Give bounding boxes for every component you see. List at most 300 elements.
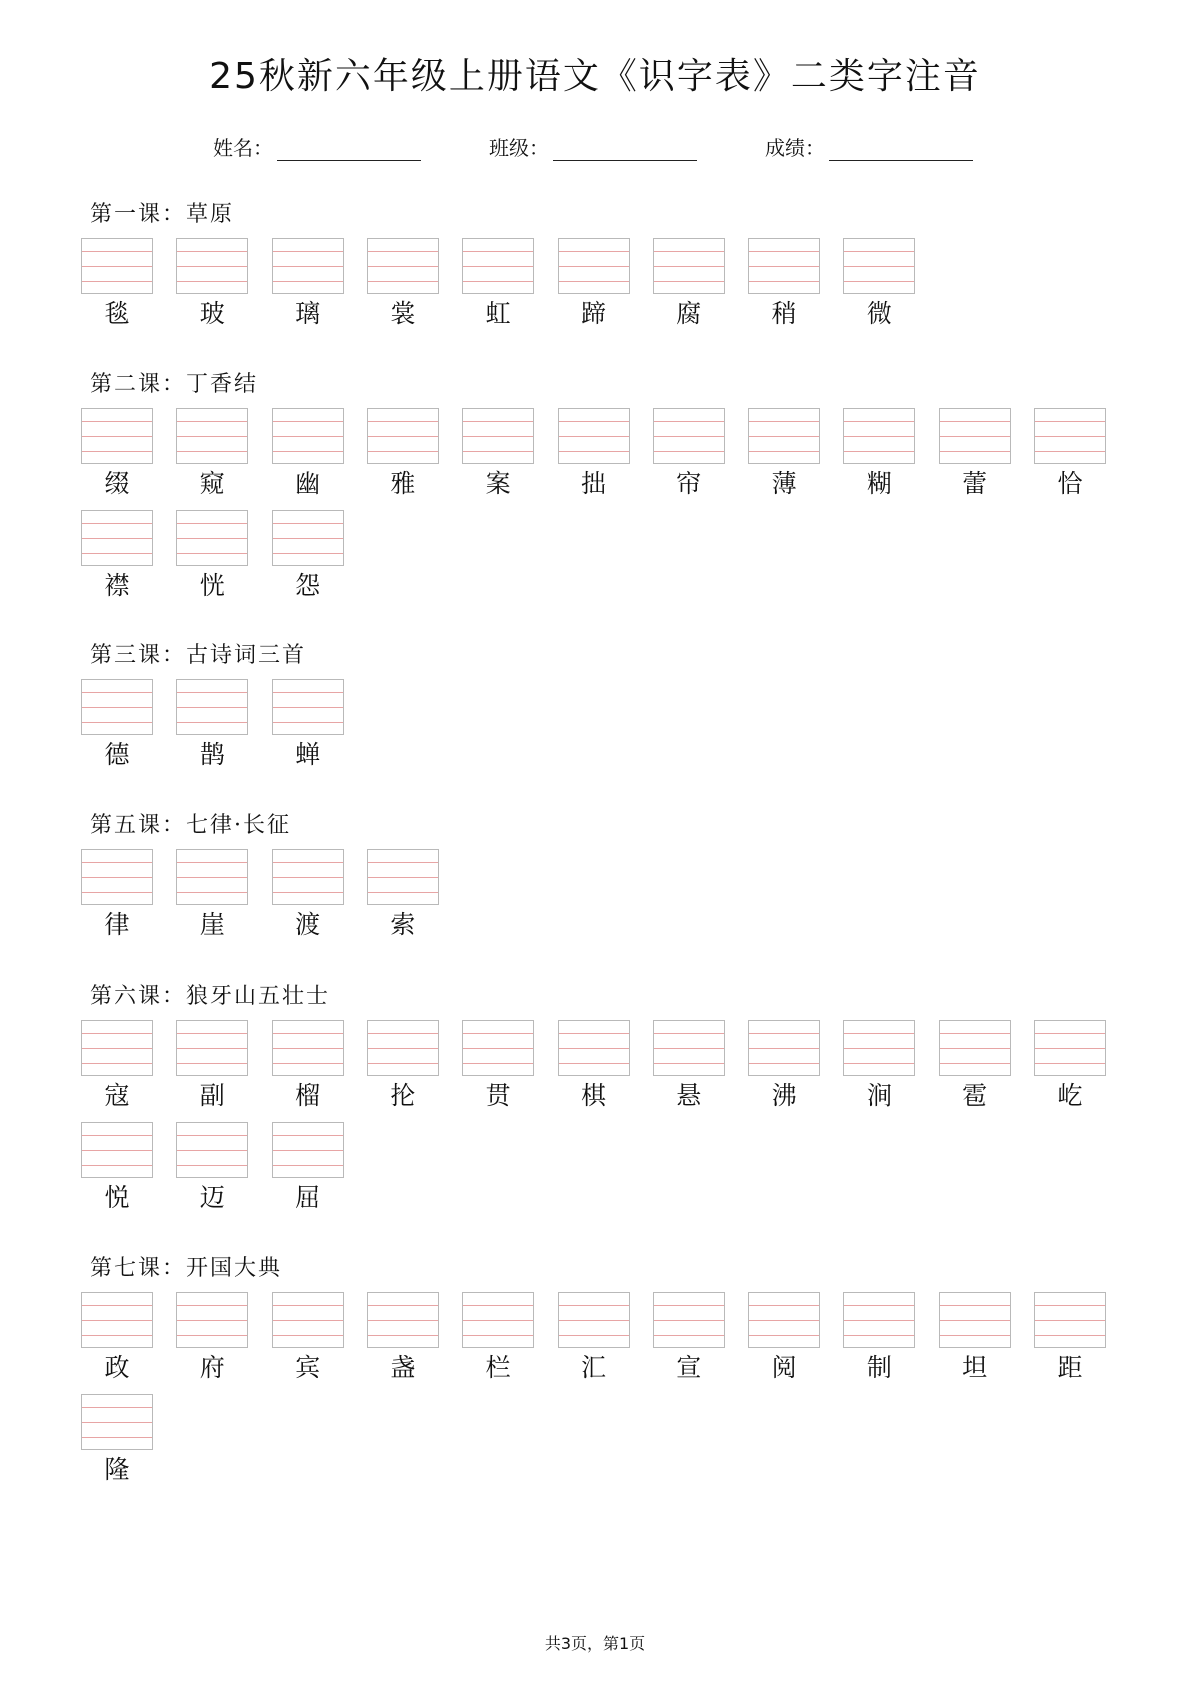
pinyin-guide-line: [82, 553, 152, 554]
pinyin-guide-line: [844, 436, 914, 437]
hanzi-character: 案: [485, 469, 511, 498]
pinyin-guide-line: [82, 281, 152, 282]
char-cell: [81, 408, 155, 508]
pinyin-writing-box[interactable]: [81, 1020, 153, 1076]
pinyin-guide-line: [177, 877, 247, 878]
pinyin-guide-line: [177, 251, 247, 252]
pinyin-guide-line: [1035, 1320, 1105, 1321]
pinyin-guide-line: [749, 266, 819, 267]
pinyin-guide-line: [177, 722, 247, 723]
char-cell: [748, 1292, 822, 1392]
pinyin-guide-line: [844, 251, 914, 252]
pinyin-guide-line: [177, 553, 247, 554]
pinyin-guide-line: [559, 1048, 629, 1049]
pinyin-guide-line: [177, 436, 247, 437]
pinyin-guide-line: [177, 1150, 247, 1151]
pinyin-guide-line: [463, 281, 533, 282]
pinyin-guide-line: [844, 281, 914, 282]
hanzi-character: 盏: [390, 1353, 416, 1382]
char-cell: [272, 1020, 346, 1120]
pinyin-guide-line: [82, 266, 152, 267]
char-cell: [272, 1122, 346, 1222]
pinyin-writing-box[interactable]: [176, 510, 248, 566]
pinyin-guide-line: [749, 1305, 819, 1306]
pinyin-guide-line: [749, 1335, 819, 1336]
pinyin-guide-line: [1035, 1033, 1105, 1034]
pinyin-guide-line: [654, 436, 724, 437]
pinyin-guide-line: [368, 1320, 438, 1321]
pinyin-writing-box[interactable]: [272, 1122, 344, 1178]
char-cell: [1034, 1020, 1108, 1120]
char-cell: [653, 238, 727, 338]
pinyin-writing-box[interactable]: [81, 679, 153, 735]
hanzi-character: 怨: [295, 571, 321, 600]
pinyin-guide-line: [844, 1048, 914, 1049]
pinyin-guide-line: [177, 1335, 247, 1336]
hanzi-character: 宣: [676, 1353, 702, 1382]
char-cell: [462, 1020, 536, 1120]
pinyin-guide-line: [368, 421, 438, 422]
pinyin-guide-line: [654, 1048, 724, 1049]
pinyin-guide-line: [368, 877, 438, 878]
score-field[interactable]: [765, 132, 973, 161]
pinyin-guide-line: [177, 421, 247, 422]
pinyin-guide-line: [82, 1320, 152, 1321]
pinyin-writing-box[interactable]: [81, 1394, 153, 1450]
pinyin-writing-box[interactable]: [558, 408, 630, 464]
pinyin-writing-box[interactable]: [939, 1020, 1011, 1076]
lesson-title: 第三课：古诗词三首: [90, 643, 307, 668]
pinyin-guide-line: [177, 1320, 247, 1321]
pinyin-writing-box[interactable]: [1034, 1292, 1106, 1348]
lesson-title: 第六课：狼牙山五壮士: [90, 984, 331, 1009]
pinyin-writing-box[interactable]: [748, 1020, 820, 1076]
pinyin-writing-box[interactable]: [176, 849, 248, 905]
pinyin-guide-line: [844, 1305, 914, 1306]
char-cell: [272, 679, 346, 779]
pinyin-guide-line: [273, 281, 343, 282]
pinyin-guide-line: [368, 451, 438, 452]
pinyin-guide-line: [273, 1135, 343, 1136]
pinyin-guide-line: [940, 1320, 1010, 1321]
pinyin-guide-line: [177, 892, 247, 893]
hanzi-character: 虹: [485, 299, 511, 328]
score-blank-line[interactable]: [829, 134, 973, 161]
pinyin-guide-line: [940, 1305, 1010, 1306]
pinyin-guide-line: [82, 692, 152, 693]
pinyin-writing-box[interactable]: [367, 408, 439, 464]
pinyin-guide-line: [559, 281, 629, 282]
pinyin-writing-box[interactable]: [843, 238, 915, 294]
pinyin-guide-line: [844, 1033, 914, 1034]
char-cell: [81, 1292, 155, 1392]
pinyin-writing-box[interactable]: [843, 1020, 915, 1076]
pinyin-guide-line: [82, 707, 152, 708]
pinyin-guide-line: [654, 1063, 724, 1064]
pinyin-writing-box[interactable]: [939, 1292, 1011, 1348]
hanzi-character: 毯: [104, 299, 130, 328]
pinyin-guide-line: [177, 1135, 247, 1136]
hanzi-character: 蕾: [962, 469, 988, 498]
pinyin-guide-line: [844, 1335, 914, 1336]
pinyin-writing-box[interactable]: [653, 1020, 725, 1076]
char-cell: [176, 1122, 250, 1222]
pinyin-guide-line: [463, 1320, 533, 1321]
pinyin-writing-box[interactable]: [367, 1020, 439, 1076]
hanzi-character: 榴: [295, 1081, 321, 1110]
pinyin-guide-line: [559, 1320, 629, 1321]
pinyin-guide-line: [749, 451, 819, 452]
pinyin-guide-line: [559, 1063, 629, 1064]
pinyin-guide-line: [368, 1033, 438, 1034]
pinyin-writing-box[interactable]: [81, 1122, 153, 1178]
char-cell: [1034, 408, 1108, 508]
hanzi-character: 政: [104, 1353, 130, 1382]
hanzi-character: 制: [866, 1353, 892, 1382]
pinyin-writing-box[interactable]: [272, 1020, 344, 1076]
pinyin-writing-box[interactable]: [653, 1292, 725, 1348]
hanzi-character: 索: [390, 910, 416, 939]
pinyin-guide-line: [940, 1033, 1010, 1034]
pinyin-writing-box[interactable]: [81, 238, 153, 294]
pinyin-guide-line: [559, 251, 629, 252]
pinyin-guide-line: [82, 1407, 152, 1408]
pinyin-guide-line: [749, 421, 819, 422]
char-cell: [176, 238, 250, 338]
char-cell: [558, 1020, 632, 1120]
lesson-title: 第二课：丁香结: [90, 372, 259, 397]
hanzi-character: 雹: [962, 1081, 988, 1110]
pinyin-guide-line: [654, 1320, 724, 1321]
pinyin-guide-line: [463, 1033, 533, 1034]
pinyin-writing-box[interactable]: [176, 1292, 248, 1348]
pinyin-guide-line: [82, 436, 152, 437]
char-cell: [462, 238, 536, 338]
pinyin-guide-line: [654, 451, 724, 452]
pinyin-guide-line: [559, 421, 629, 422]
hanzi-character: 崖: [199, 910, 225, 939]
hanzi-character: 稍: [771, 299, 797, 328]
pinyin-guide-line: [559, 1033, 629, 1034]
char-cell: [843, 1292, 917, 1392]
pinyin-guide-line: [749, 1320, 819, 1321]
pinyin-writing-box[interactable]: [748, 408, 820, 464]
hanzi-character: 帘: [676, 469, 702, 498]
pinyin-writing-box[interactable]: [462, 1020, 534, 1076]
pinyin-writing-box[interactable]: [1034, 1020, 1106, 1076]
pinyin-writing-box[interactable]: [558, 1020, 630, 1076]
class-label: 班级：: [489, 136, 549, 160]
pinyin-guide-line: [749, 1048, 819, 1049]
pinyin-writing-box[interactable]: [81, 408, 153, 464]
pinyin-guide-line: [273, 1320, 343, 1321]
pinyin-guide-line: [368, 892, 438, 893]
char-cell: [748, 408, 822, 508]
hanzi-character: 贯: [485, 1081, 511, 1110]
pinyin-guide-line: [940, 436, 1010, 437]
pinyin-guide-line: [463, 1063, 533, 1064]
pinyin-guide-line: [82, 421, 152, 422]
char-cell: [748, 1020, 822, 1120]
pinyin-guide-line: [82, 1150, 152, 1151]
pinyin-guide-line: [273, 1150, 343, 1151]
pinyin-guide-line: [1035, 451, 1105, 452]
pinyin-guide-line: [844, 1320, 914, 1321]
char-cell: [272, 238, 346, 338]
pinyin-guide-line: [1035, 421, 1105, 422]
pinyin-guide-line: [273, 1033, 343, 1034]
pinyin-guide-line: [654, 1335, 724, 1336]
pinyin-guide-line: [749, 281, 819, 282]
pinyin-guide-line: [368, 436, 438, 437]
pinyin-guide-line: [82, 451, 152, 452]
pinyin-guide-line: [273, 451, 343, 452]
char-cell: [176, 1020, 250, 1120]
pinyin-writing-box[interactable]: [843, 1292, 915, 1348]
pinyin-guide-line: [273, 722, 343, 723]
pinyin-writing-box[interactable]: [653, 408, 725, 464]
hanzi-character: 宾: [295, 1353, 321, 1382]
pinyin-guide-line: [749, 251, 819, 252]
hanzi-character: 寇: [104, 1081, 130, 1110]
hanzi-character: 缀: [104, 469, 130, 498]
page-title: 25秋新六年级上册语文《识字表》二类字注音: [209, 56, 981, 97]
pinyin-guide-line: [273, 538, 343, 539]
hanzi-character: 府: [199, 1353, 225, 1382]
pinyin-guide-line: [940, 451, 1010, 452]
pinyin-guide-line: [82, 892, 152, 893]
char-cell: [176, 679, 250, 779]
pinyin-writing-box[interactable]: [176, 1020, 248, 1076]
pinyin-guide-line: [844, 421, 914, 422]
hanzi-character: 玻: [199, 299, 225, 328]
char-cell: [367, 238, 441, 338]
pinyin-writing-box[interactable]: [81, 510, 153, 566]
pinyin-guide-line: [368, 1305, 438, 1306]
pinyin-guide-line: [82, 1063, 152, 1064]
pinyin-guide-line: [82, 523, 152, 524]
pinyin-guide-line: [82, 877, 152, 878]
pinyin-guide-line: [1035, 1335, 1105, 1336]
pinyin-guide-line: [368, 1063, 438, 1064]
pinyin-writing-box[interactable]: [462, 238, 534, 294]
pinyin-writing-box[interactable]: [176, 408, 248, 464]
page-footer: 共3页，第1页: [544, 1634, 646, 1653]
hanzi-character: 屈: [295, 1183, 321, 1212]
pinyin-guide-line: [177, 862, 247, 863]
pinyin-writing-box[interactable]: [81, 849, 153, 905]
hanzi-character: 距: [1057, 1353, 1083, 1382]
char-cell: [462, 1292, 536, 1392]
pinyin-writing-box[interactable]: [367, 1292, 439, 1348]
char-cell: [367, 849, 441, 949]
pinyin-guide-line: [82, 538, 152, 539]
pinyin-writing-box[interactable]: [272, 238, 344, 294]
name-label: 姓名：: [213, 136, 273, 160]
pinyin-guide-line: [273, 892, 343, 893]
hanzi-character: 律: [104, 910, 130, 939]
lesson-title: 第五课：七律·长征: [90, 813, 291, 838]
pinyin-guide-line: [1035, 1048, 1105, 1049]
pinyin-writing-box[interactable]: [748, 238, 820, 294]
pinyin-guide-line: [177, 281, 247, 282]
hanzi-character: 抡: [390, 1081, 416, 1110]
pinyin-guide-line: [654, 421, 724, 422]
pinyin-guide-line: [368, 251, 438, 252]
pinyin-writing-box[interactable]: [176, 679, 248, 735]
pinyin-writing-box[interactable]: [1034, 408, 1106, 464]
pinyin-guide-line: [177, 1048, 247, 1049]
pinyin-guide-line: [654, 266, 724, 267]
pinyin-writing-box[interactable]: [367, 238, 439, 294]
pinyin-guide-line: [273, 692, 343, 693]
pinyin-guide-line: [844, 266, 914, 267]
pinyin-guide-line: [273, 266, 343, 267]
char-cell: [558, 408, 632, 508]
char-cell: [653, 408, 727, 508]
name-field[interactable]: [213, 132, 421, 161]
name-blank-line[interactable]: [277, 134, 421, 161]
pinyin-guide-line: [368, 266, 438, 267]
char-cell: [558, 238, 632, 338]
pinyin-guide-line: [82, 1135, 152, 1136]
pinyin-guide-line: [273, 436, 343, 437]
pinyin-writing-box[interactable]: [558, 1292, 630, 1348]
char-cell: [367, 408, 441, 508]
pinyin-writing-box[interactable]: [176, 1122, 248, 1178]
hanzi-character: 拙: [580, 469, 606, 498]
char-cell: [367, 1292, 441, 1392]
char-cell: [272, 1292, 346, 1392]
pinyin-guide-line: [273, 1048, 343, 1049]
pinyin-guide-line: [82, 251, 152, 252]
char-cell: [176, 510, 250, 610]
char-cell: [939, 1292, 1013, 1392]
hanzi-character: 副: [199, 1081, 225, 1110]
pinyin-guide-line: [273, 1335, 343, 1336]
pinyin-writing-box[interactable]: [462, 1292, 534, 1348]
pinyin-guide-line: [273, 1165, 343, 1166]
pinyin-writing-box[interactable]: [558, 238, 630, 294]
pinyin-guide-line: [368, 1335, 438, 1336]
pinyin-guide-line: [273, 421, 343, 422]
pinyin-guide-line: [749, 436, 819, 437]
pinyin-guide-line: [940, 421, 1010, 422]
pinyin-guide-line: [82, 1048, 152, 1049]
hanzi-character: 渡: [295, 910, 321, 939]
hanzi-character: 糊: [866, 469, 892, 498]
pinyin-writing-box[interactable]: [653, 238, 725, 294]
char-cell: [81, 849, 155, 949]
pinyin-writing-box[interactable]: [462, 408, 534, 464]
pinyin-guide-line: [559, 436, 629, 437]
hanzi-character: 恍: [199, 571, 225, 600]
pinyin-guide-line: [82, 1335, 152, 1336]
hanzi-character: 窥: [199, 469, 225, 498]
pinyin-guide-line: [463, 421, 533, 422]
pinyin-writing-box[interactable]: [272, 849, 344, 905]
pinyin-guide-line: [654, 281, 724, 282]
pinyin-guide-line: [177, 707, 247, 708]
pinyin-writing-box[interactable]: [176, 238, 248, 294]
char-cell: [653, 1020, 727, 1120]
pinyin-writing-box[interactable]: [272, 679, 344, 735]
pinyin-guide-line: [82, 1437, 152, 1438]
pinyin-writing-box[interactable]: [843, 408, 915, 464]
hanzi-character: 雅: [390, 469, 416, 498]
pinyin-guide-line: [177, 1063, 247, 1064]
pinyin-guide-line: [1035, 1305, 1105, 1306]
pinyin-guide-line: [273, 877, 343, 878]
pinyin-writing-box[interactable]: [367, 849, 439, 905]
hanzi-character: 鹊: [199, 740, 225, 769]
hanzi-character: 阅: [771, 1353, 797, 1382]
pinyin-guide-line: [463, 1335, 533, 1336]
pinyin-guide-line: [844, 1063, 914, 1064]
hanzi-character: 悬: [676, 1081, 702, 1110]
pinyin-guide-line: [463, 1048, 533, 1049]
pinyin-writing-box[interactable]: [939, 408, 1011, 464]
pinyin-guide-line: [273, 251, 343, 252]
char-cell: [367, 1020, 441, 1120]
pinyin-guide-line: [177, 1165, 247, 1166]
pinyin-guide-line: [654, 1305, 724, 1306]
class-blank-line[interactable]: [553, 134, 697, 161]
char-cell: [653, 1292, 727, 1392]
pinyin-guide-line: [1035, 436, 1105, 437]
hanzi-character: 栏: [485, 1353, 511, 1382]
hanzi-character: 蹄: [580, 299, 606, 328]
pinyin-guide-line: [368, 281, 438, 282]
hanzi-character: 腐: [676, 299, 702, 328]
pinyin-guide-line: [177, 1033, 247, 1034]
lesson-title: 第一课：草原: [90, 202, 235, 227]
pinyin-guide-line: [463, 266, 533, 267]
char-cell: [81, 1394, 155, 1494]
pinyin-guide-line: [844, 451, 914, 452]
pinyin-guide-line: [559, 1335, 629, 1336]
pinyin-guide-line: [1035, 1063, 1105, 1064]
char-cell: [843, 1020, 917, 1120]
char-cell: [176, 849, 250, 949]
pinyin-guide-line: [368, 862, 438, 863]
hanzi-character: 微: [866, 299, 892, 328]
pinyin-writing-box[interactable]: [272, 1292, 344, 1348]
char-cell: [81, 679, 155, 779]
char-cell: [939, 1020, 1013, 1120]
char-cell: [558, 1292, 632, 1392]
pinyin-guide-line: [82, 862, 152, 863]
pinyin-guide-line: [82, 722, 152, 723]
pinyin-guide-line: [273, 862, 343, 863]
hanzi-character: 迈: [199, 1183, 225, 1212]
pinyin-guide-line: [940, 1063, 1010, 1064]
pinyin-guide-line: [273, 1305, 343, 1306]
class-field[interactable]: [489, 132, 697, 161]
pinyin-writing-box[interactable]: [748, 1292, 820, 1348]
hanzi-character: 涧: [866, 1081, 892, 1110]
char-cell: [81, 510, 155, 610]
pinyin-writing-box[interactable]: [272, 510, 344, 566]
pinyin-writing-box[interactable]: [272, 408, 344, 464]
pinyin-guide-line: [82, 1165, 152, 1166]
hanzi-character: 薄: [771, 469, 797, 498]
pinyin-guide-line: [273, 707, 343, 708]
hanzi-character: 璃: [295, 299, 321, 328]
hanzi-character: 襟: [104, 571, 130, 600]
pinyin-writing-box[interactable]: [81, 1292, 153, 1348]
char-cell: [843, 408, 917, 508]
